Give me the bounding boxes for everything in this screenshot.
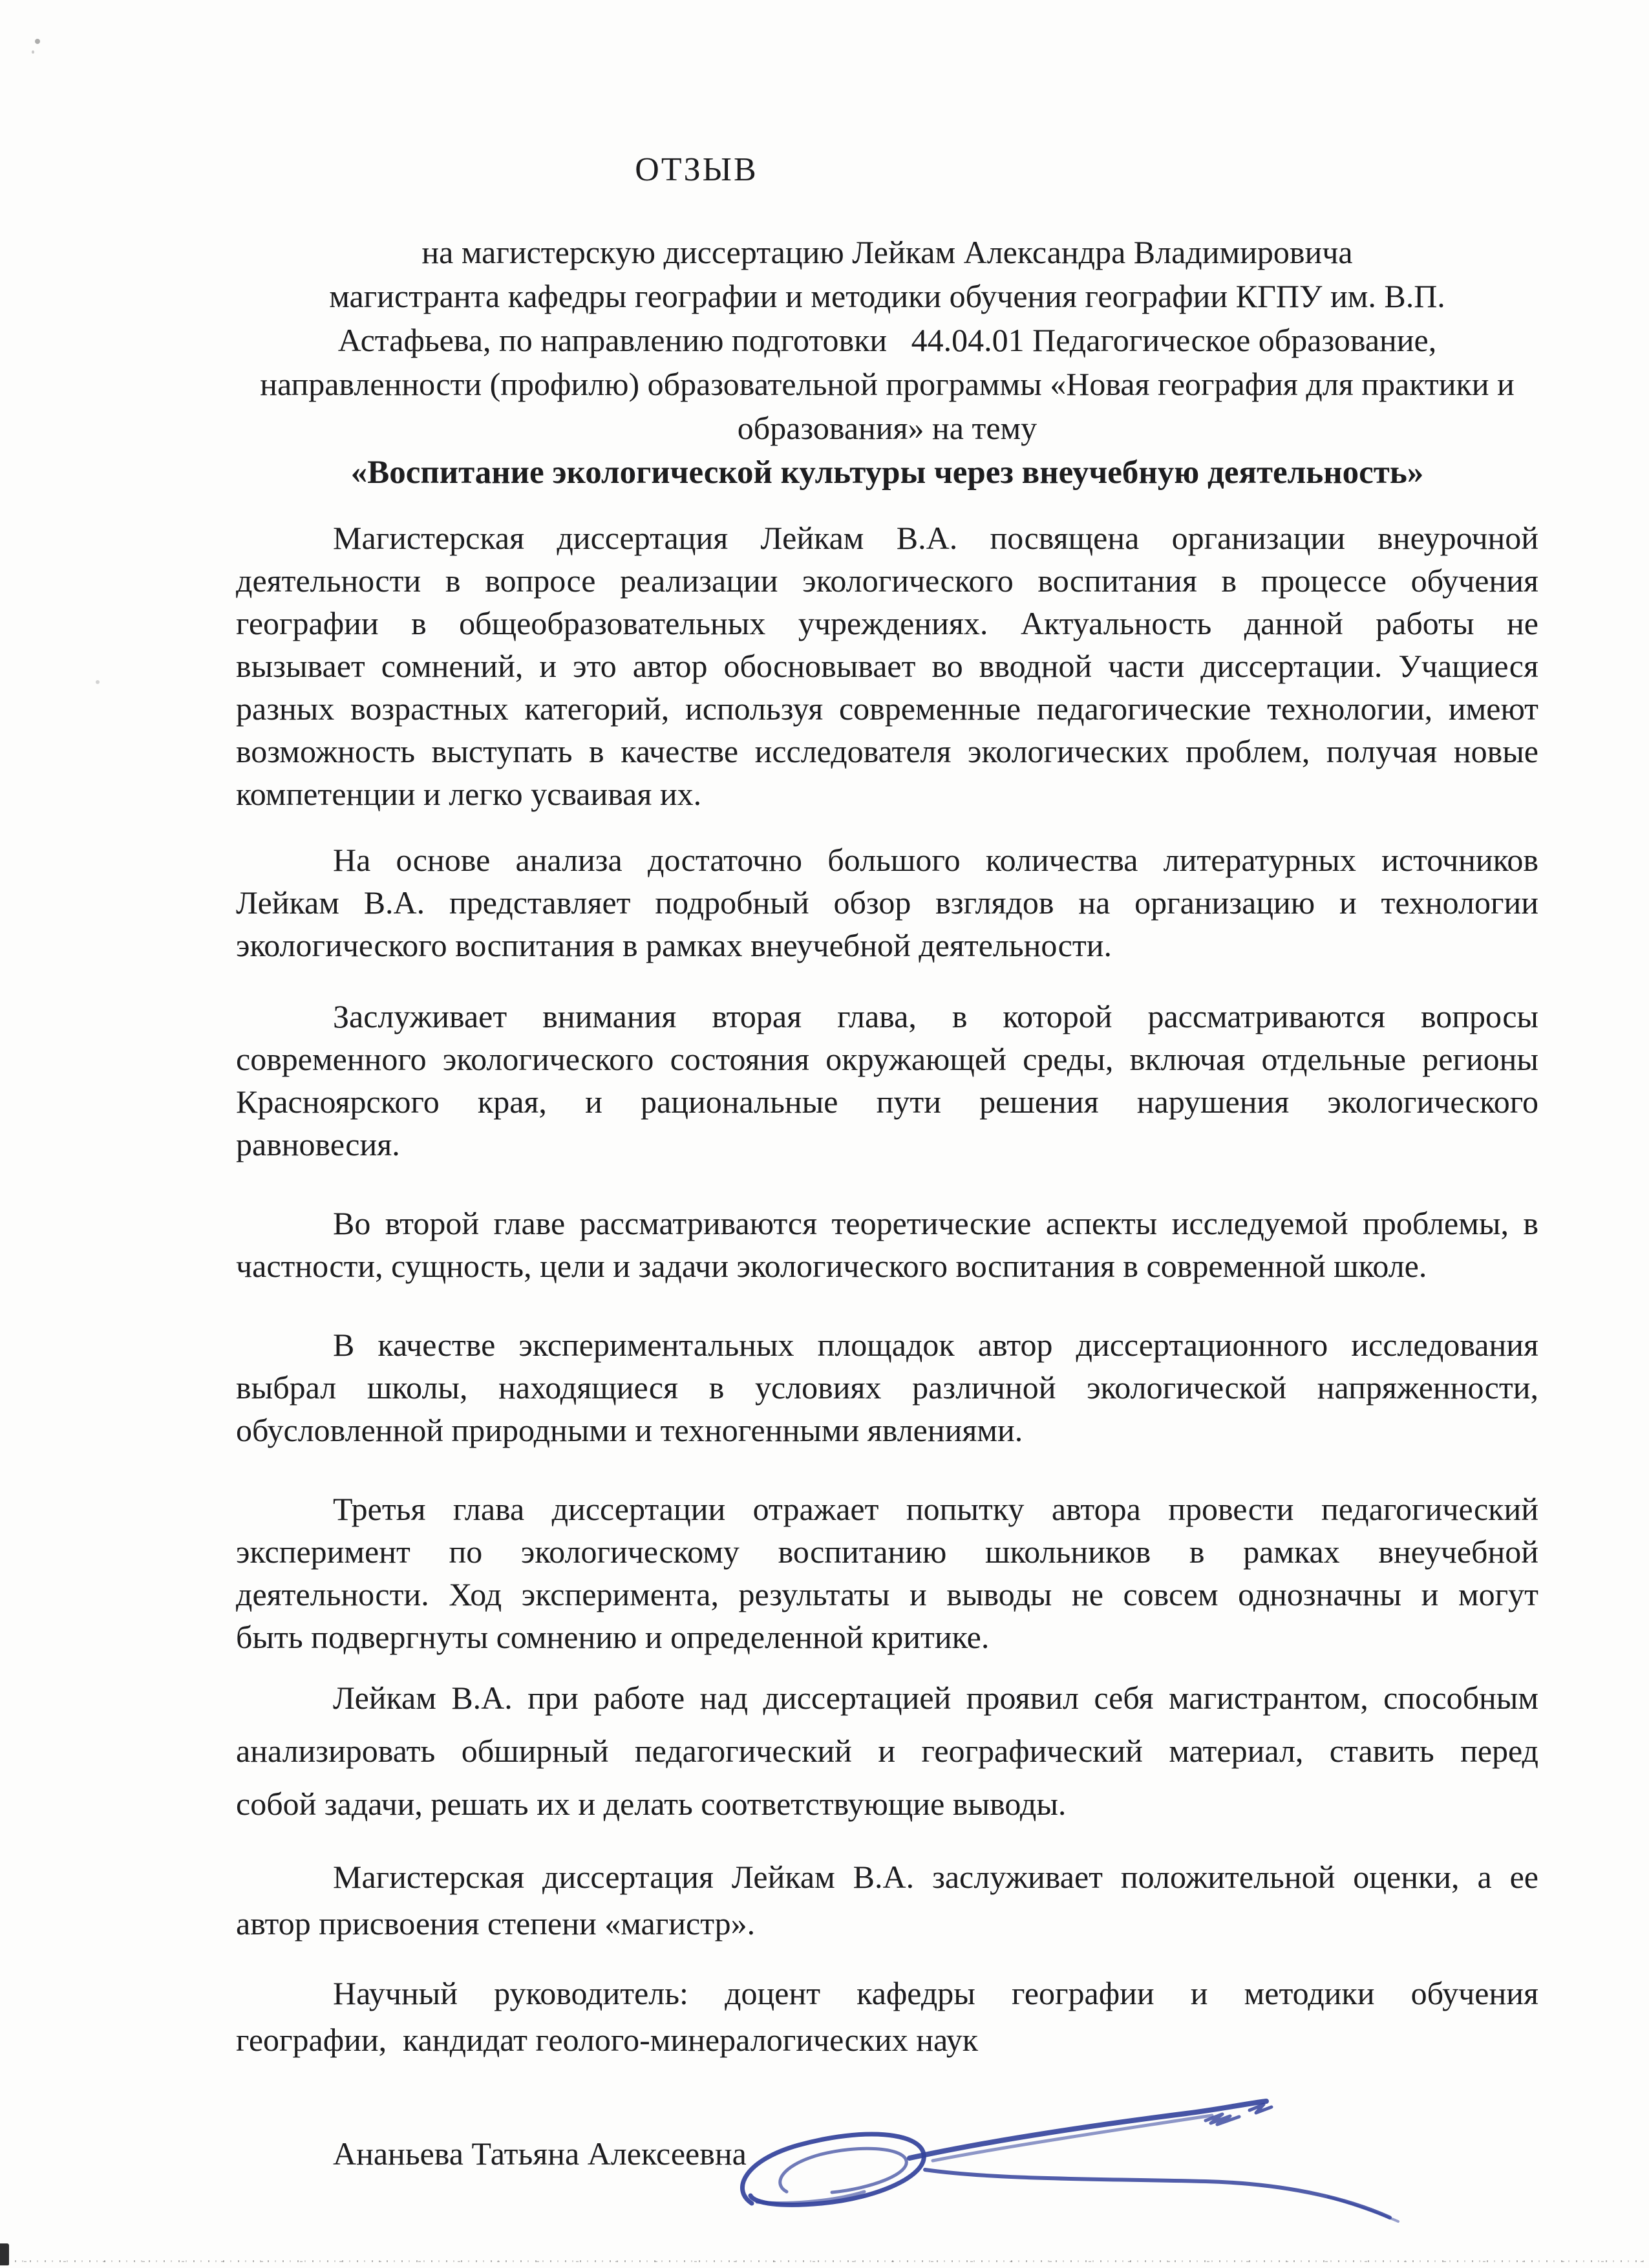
- paragraph-line: экологического воспитания в рамках внеучебной деятельности.: [236, 927, 1112, 963]
- paragraph: [236, 1970, 1538, 2063]
- paragraph-line: эксперимент по экологическому воспитанию школьников в рамках внеучебной: [236, 1534, 1538, 1570]
- paragraph-line: возможность выступать в качестве исследователя экологических проблем, получая новые: [236, 733, 1538, 769]
- scan-speck: [96, 680, 100, 684]
- paragraph-line: компетенции и легко усваивая их.: [236, 776, 702, 812]
- paragraph-line: географии в общеобразовательных учреждениях. Актуальность данной работы не: [236, 605, 1538, 641]
- paragraph-line: равновесия.: [236, 1126, 400, 1162]
- paragraph-line: географии, кандидат геолого-минералогических наук: [236, 2022, 978, 2058]
- page-title: ОТЗЫВ: [635, 151, 758, 188]
- paragraph-line: современного экологического состояния окружающей среды, включая отдельные регионы: [236, 1041, 1538, 1077]
- paragraph-line: анализировать обширный педагогический и географический материал, ставить перед: [236, 1733, 1538, 1769]
- paragraph-line: автор присвоения степени «магистр».: [236, 1905, 756, 1942]
- header-line: направленности (профилю) образовательной программы «Новая география для практики и: [260, 366, 1515, 402]
- paragraph-line: Красноярского края, и рациональные пути решения нарушения экологического: [236, 1084, 1538, 1120]
- paragraph: [236, 995, 1538, 1166]
- paragraph-line: вызывает сомнений, и это автор обосновывает во вводной части диссертации. Учащиеся: [236, 648, 1538, 684]
- paragraph: [236, 1854, 1538, 1947]
- paragraph: [236, 1202, 1538, 1287]
- paragraph-line: На основе анализа достаточно большого количества литературных источников: [333, 842, 1538, 878]
- paragraph-line: Во второй главе рассматриваются теоретические аспекты исследуемой проблемы, в: [333, 1205, 1538, 1241]
- header-line: образования» на тему: [737, 410, 1037, 446]
- paragraph: [236, 517, 1538, 815]
- paragraph-line: выбрал школы, находящиеся в условиях различной экологической напряженности,: [236, 1369, 1538, 1406]
- paragraph: [236, 1323, 1538, 1451]
- paragraph-list: [236, 517, 1538, 2177]
- paragraph-line: Лейкам В.А. представляет подробный обзор взглядов на организацию и технологии: [236, 884, 1538, 921]
- scan-speck: [35, 39, 40, 44]
- paragraph-line: разных возрастных категорий, используя современные педагогические технологии, имеют: [236, 690, 1538, 727]
- paragraph: [236, 839, 1538, 967]
- paragraph-line: Научный руководитель: доцент кафедры географии и методики обучения: [333, 1975, 1538, 2011]
- paragraph-line: Магистерская диссертация Лейкам В.А. посвящена организации внеурочной: [333, 520, 1538, 556]
- paragraph-line: частности, сущность, цели и задачи экологического воспитания в современной школе.: [236, 1248, 1427, 1284]
- scan-corner-mark: [0, 2243, 9, 2265]
- paragraph-line: Заслуживает внимания вторая глава, в которой рассматриваются вопросы: [333, 998, 1538, 1034]
- paragraph-line: быть подвергнуты сомнению и определенной критике.: [236, 1619, 990, 1655]
- scan-noise-strip: [0, 2258, 1649, 2263]
- paragraph-line: Магистерская диссертация Лейкам В.А. заслуживает положительной оценки, а ее: [333, 1859, 1538, 1895]
- paragraph-line: Третья глава диссертации отражает попытку автора провести педагогический: [333, 1491, 1538, 1527]
- paragraph: [236, 1671, 1538, 1830]
- paragraph: [236, 1488, 1538, 1658]
- signoff-name: Ананьева Татьяна Алексеевна: [333, 2135, 747, 2172]
- signature-flourish-icon: [695, 2093, 1425, 2232]
- dissertation-topic-title: «Воспитание экологической культуры через внеучебную деятельность»: [350, 455, 1424, 491]
- paragraph-line: В качестве экспериментальных площадок автор диссертационного исследования: [333, 1327, 1538, 1363]
- paragraph-line: деятельности. Ход эксперимента, результаты и выводы не совсем однозначны и могут: [236, 1576, 1538, 1612]
- header-line: Астафьева, по направлению подготовки 44.04.01 Педагогическое образование,: [337, 322, 1437, 358]
- paragraph-line: деятельности в вопросе реализации экологического воспитания в процессе обучения: [236, 562, 1538, 599]
- header-line: магистранта кафедры географии и методики обучения географии КГПУ им. В.П.: [329, 278, 1445, 314]
- header-line: на магистерскую диссертацию Лейкам Александра Владимировича: [421, 234, 1353, 270]
- header-block: [236, 230, 1538, 450]
- scan-speck: [32, 50, 34, 54]
- paragraph-line: обусловленной природными и техногенными явлениями.: [236, 1412, 1023, 1448]
- paragraph-line: Лейкам В.А. при работе над диссертацией проявил себя магистрантом, способным: [333, 1680, 1538, 1716]
- paragraph-line: собой задачи, решать их и делать соответствующие выводы.: [236, 1786, 1067, 1822]
